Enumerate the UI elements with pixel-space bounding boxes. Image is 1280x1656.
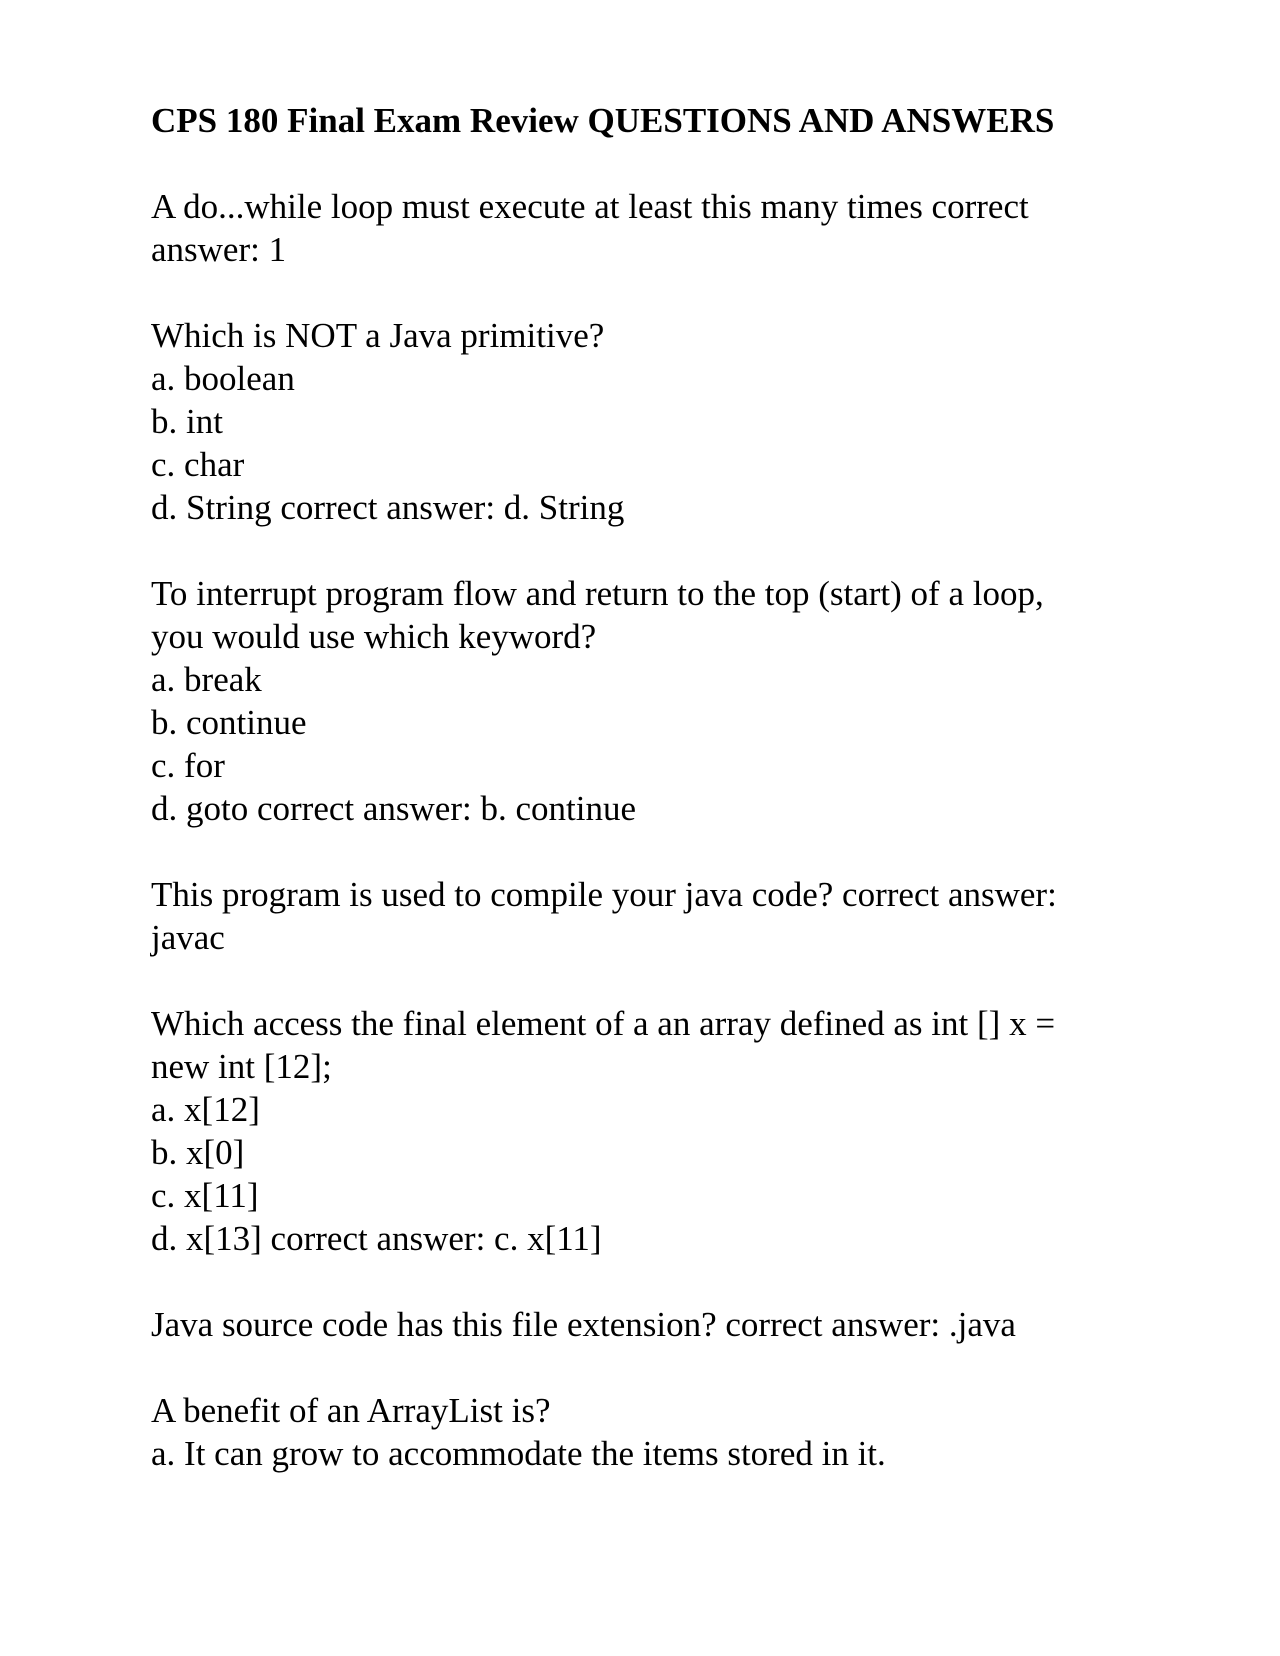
question-line: A benefit of an ArrayList is? (151, 1391, 551, 1430)
option-line: b. int (151, 402, 223, 441)
option-line: a. It can grow to accommodate the items stored in it. (151, 1434, 886, 1473)
option-line: a. break (151, 660, 262, 699)
question-line: Which access the final element of a an array defined as int [] x = (151, 1004, 1056, 1043)
option-line: c. for (151, 746, 225, 785)
option-line: b. x[0] (151, 1133, 245, 1172)
qa-item-6 (151, 1303, 1131, 1346)
answer-line: answer: 1 (151, 230, 287, 269)
qa-item-3 (151, 572, 1131, 830)
document-content (151, 99, 1131, 1518)
option-line: a. x[12] (151, 1090, 260, 1129)
option-line: b. continue (151, 703, 307, 742)
qa-item-2 (151, 314, 1131, 529)
document-title: CPS 180 Final Exam Review QUESTIONS AND ANSWERS (151, 101, 1055, 140)
qa-item-1 (151, 185, 1131, 271)
question-line: To interrupt program flow and return to the top (start) of a loop, (151, 574, 1044, 613)
answer-line: d. String correct answer: d. String (151, 488, 625, 527)
option-line: c. x[11] (151, 1176, 259, 1215)
qa-item-7 (151, 1389, 1131, 1475)
question-line: new int [12]; (151, 1047, 332, 1086)
option-line: c. char (151, 445, 245, 484)
question-answer-line: Java source code has this file extension? correct answer: .java (151, 1305, 1016, 1344)
question-line: A do...while loop must execute at least this many times correct (151, 187, 1029, 226)
answer-line: javac (151, 918, 225, 957)
answer-line: d. x[13] correct answer: c. x[11] (151, 1219, 602, 1258)
option-line: a. boolean (151, 359, 295, 398)
question-line: you would use which keyword? (151, 617, 597, 656)
question-line: Which is NOT a Java primitive? (151, 316, 605, 355)
question-line: This program is used to compile your java code? correct answer: (151, 875, 1057, 914)
qa-item-4 (151, 873, 1131, 959)
qa-item-5 (151, 1002, 1131, 1260)
answer-line: d. goto correct answer: b. continue (151, 789, 636, 828)
